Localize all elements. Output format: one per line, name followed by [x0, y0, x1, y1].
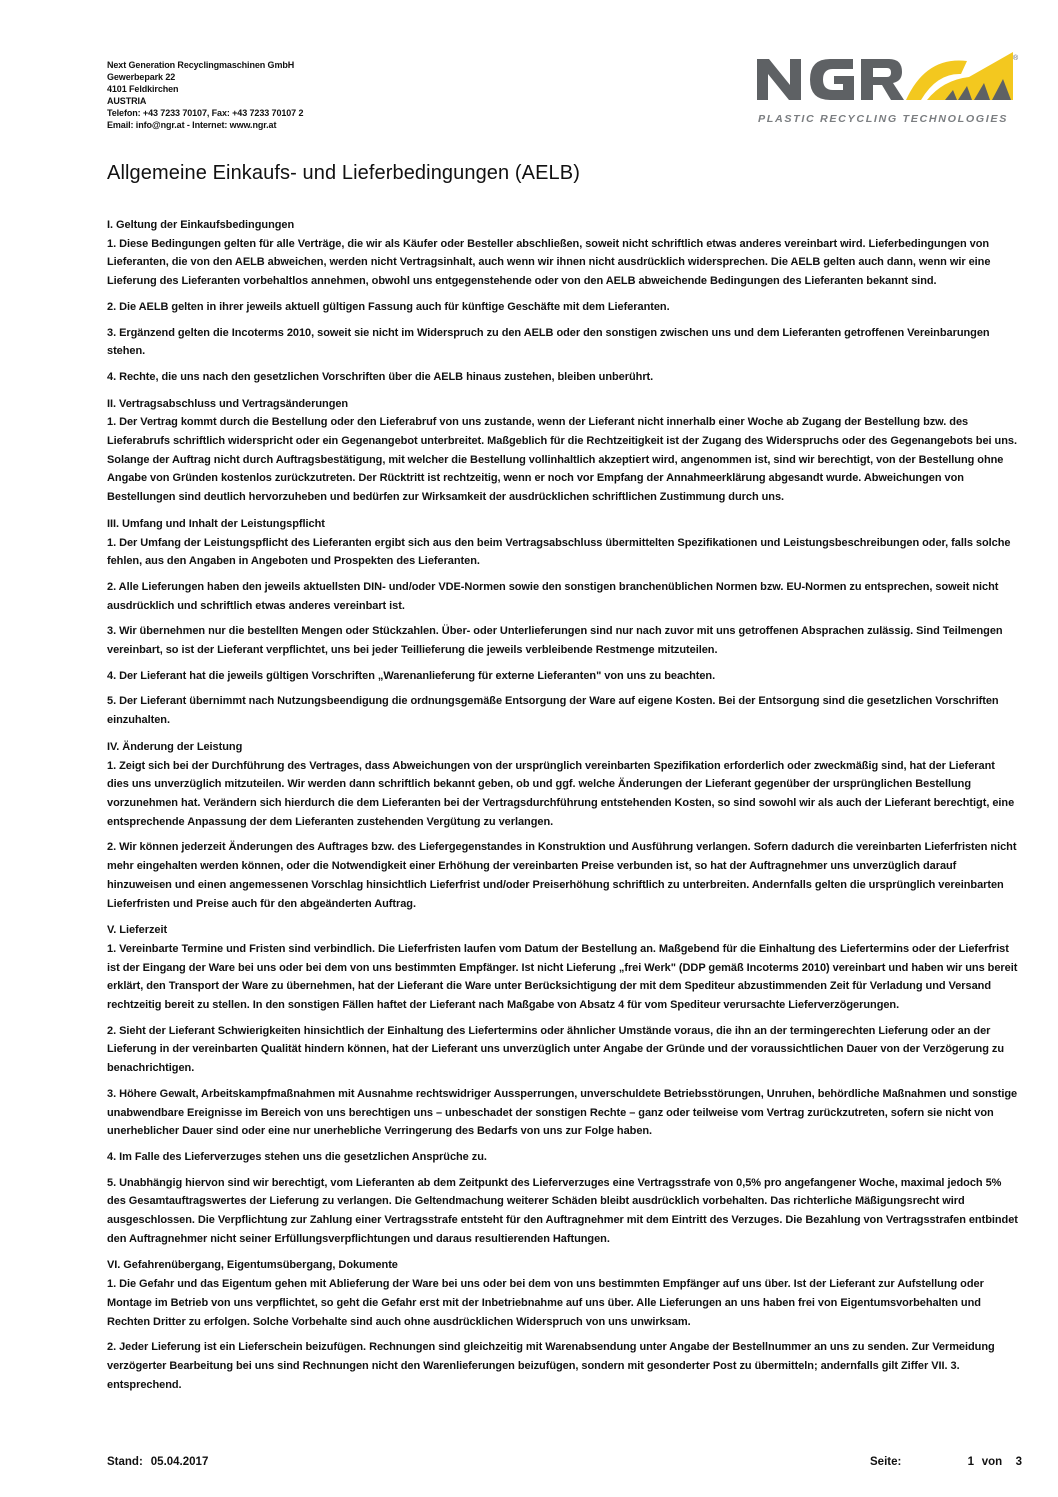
- ngr-logo: [755, 52, 1020, 130]
- ngr-logo-graphic: [755, 52, 1020, 130]
- stand-date: 05.04.2017: [150, 1456, 209, 1468]
- section-paragraph: 5. Unabhängig hiervon sind wir berechtigt, vom Lieferanten ab dem Zeitpunkt des Lieferverzuges eine Vertragsstrafe von 0,5% pro angefangener Woche, maximal jedoch 5% des Gesamtauftragswertes der Lieferung zu verlangen. Die Geltendmachung weiterer Schäden bleibt ausdrücklich vorbehalten. Das richterliche Mäßigungsrecht wird ausgeschlossen. Die Verpflichtung zur Zahlung einer Vertragsstrafe entsteht für den Auftragnehmer mit dem Eintritt des Verzuges. Die Bezahlung von Vertragsstrafen entbindet den Auftragnehmer nicht seiner Erfüllungsverpflichtungen und daraus resultierenden Haftungen.: [107, 1176, 1018, 1245]
- registered-mark: ®: [1013, 55, 1019, 62]
- section-heading: IV. Änderung der Leistung: [107, 740, 243, 753]
- section-paragraph: 4. Der Lieferant hat die jeweils gültigen Vorschriften „Warenanlieferung für externe Lieferanten" von uns zu beachten.: [107, 669, 716, 682]
- terms-section: [107, 395, 1019, 507]
- section-paragraph: 2. Wir können jederzeit Änderungen des Auftrages bzw. des Liefergegenstandes in Konstruktion und Ausführung verlangen. Sofern dadurch die vereinbarten Lieferfristen nicht mehr eingehalten werden können, oder die Notwendigkeit einer Erhöhung der vereinbarten Preise verbunden ist, so hat der Auftragnehmer uns unverzüglich darauf hinzuweisen und einen angemessenen Vorschlag hinsichtlich Lieferfrist und/oder Preiserhöhung schriftlich zu unterbreiten. Andernfalls gelten die ursprünglich vereinbarten Lieferfristen und Preise auch für den abgeänderten Auftrag.: [107, 841, 1017, 910]
- section-paragraph: 1. Diese Bedingungen gelten für alle Verträge, die wir als Käufer oder Besteller abschließen, soweit nicht schriftlich etwas anderes vereinbart wird. Lieferbedingungen von Lieferanten, die von den AELB abweichen, werden nicht Vertragsinhalt, auch wenn wir ihnen nicht ausdrücklich widersprechen. Die AELB gelten auch dann, wenn wir eine Lieferung des Lieferanten vorbehaltlos annehmen, obwohl uns entgegenstehende oder von den AELB abweichende Bedingungen des Lieferanten bekannt sind.: [107, 237, 991, 288]
- section-heading: II. Vertragsabschluss und Vertragsänderungen: [107, 397, 349, 410]
- section-paragraph: 3. Wir übernehmen nur die bestellten Mengen oder Stückzahlen. Über- oder Unterlieferungen sind nur nach zuvor mit uns getroffenen Absprachen zulässig. Sind Teilmengen vereinbart, so ist der Lieferant verpflichtet, uns bei jeder Teillieferung die jeweils verbleibende Restmenge mitzuteilen.: [107, 625, 1003, 657]
- page-total: 3: [1015, 1456, 1022, 1468]
- terms-section: [107, 738, 1019, 913]
- section-heading: I. Geltung der Einkaufsbedingungen: [107, 219, 295, 231]
- company-address: [107, 59, 487, 132]
- address-line: AUSTRIA: [107, 96, 147, 107]
- address-line: Next Generation Recyclingmaschinen GmbH: [107, 60, 295, 70]
- address-line: Telefon: +43 7233 70107, Fax: +43 7233 70107 2: [107, 108, 304, 119]
- logo-letter-g: [810, 59, 854, 100]
- terms-section: [107, 921, 1019, 1248]
- section-paragraph: 1. Die Gefahr und das Eigentum gehen mit Ablieferung der Ware bei uns oder bei dem von uns bestimmten Empfänger auf uns über. Ist der Lieferant zur Aufstellung oder Montage im Betrieb von uns verpflichtet, so geht die Gefahr erst mit der Inbetriebnahme auf uns über. Alle Lieferungen an uns haben frei von Eigentumsvorbehalten und Rechten Dritter zu erfolgen. Solche Vorbehalte sind auch ohne ausdrücklichen Widerspruch von uns unwirksam.: [107, 1278, 984, 1328]
- section-paragraph: 3. Ergänzend gelten die Incoterms 2010, soweit sie nicht im Widerspruch zu den AELB oder den sonstigen zwischen uns und dem Lieferanten getroffenen Vereinbarungen stehen.: [107, 326, 990, 358]
- section-paragraph: 1. Zeigt sich bei der Durchführung des Vertrages, dass Abweichungen von der ursprünglich vereinbarten Spezifikation erforderlich oder zweckmäßig sind, hat der Lieferant dies uns unverzüglich mitzuteilen. Wir werden dann schriftlich bekannt geben, ob und ggf. welche Änderungen der Lieferant gegenüber der ursprünglichen Bestellung vorzunehmen hat. Verändern sich hierdurch die dem Lieferanten bei der Vertragsdurchführung entstehenden Kosten, so sind sowohl wir als auch der Lieferant berechtigt, eine entsprechende Anpassung der dem Lieferanten zustehenden Vergütung zu verlangen.: [107, 759, 1015, 828]
- section-paragraph: 4. Im Falle des Lieferverzuges stehen uns die gesetzlichen Ansprüche zu.: [107, 1150, 487, 1163]
- section-paragraph: 1. Vereinbarte Termine und Fristen sind verbindlich. Die Lieferfristen laufen vom Datum der Bestellung an. Maßgebend für die Einhaltung des Liefertermins oder der Lieferfrist ist der Eingang der Ware bei uns oder bei dem von uns bestimmten Empfänger. Ist nicht Lieferung „frei Werk" (DDP gemäß Incoterms 2010) vereinbart und haben wir uns bereit erklärt, den Transport der Ware zu übernehmen, hat der Lieferant die Ware unter Berücksichtigung der mit dem Spediteur abzustimmenden Zeit für Verladung und Versand rechtzeitig bereit zu stellen. In den sonstigen Fällen haftet der Lieferant nach Maßgabe von Absatz 4 für vom Spediteur verursachte Lieferverzögerungen.: [107, 942, 1018, 1012]
- section-paragraph: 2. Alle Lieferungen haben den jeweils aktuellsten DIN- und/oder VDE-Normen sowie den sonstigen branchenüblichen Normen bzw. EU-Normen zu entsprechen, soweit nicht ausdrücklich und schriftlich etwas anderes vereinbart ist.: [107, 580, 999, 612]
- logo-letter-n: [757, 59, 801, 100]
- logo-accent-mark: [906, 52, 1013, 100]
- section-paragraph: 3. Höhere Gewalt, Arbeitskampfmaßnahmen mit Ausnahme rechtswidriger Aussperrungen, unverschuldete Betriebsstörungen, Unruhen, behördliche Maßnahmen und sonstige unabwendbare Ereignisse im Bereich von uns berechtigen uns – unbeschadet der sonstigen Rechte – ganz oder teilweise vom Vertrag zurückzutreten, sofern sie nicht von unerheblicher Dauer sind oder eine nur unerhebliche Verringerung des Bedarfs von uns zur Folge haben.: [107, 1087, 1018, 1138]
- section-paragraph: 2. Die AELB gelten in ihrer jeweils aktuell gültigen Fassung auch für künftige Geschäfte mit dem Lieferanten.: [107, 300, 670, 313]
- document-title: Allgemeine Einkaufs- und Lieferbedingungen (AELB): [107, 162, 580, 184]
- section-heading: V. Lieferzeit: [107, 924, 168, 937]
- section-paragraph: 5. Der Lieferant übernimmt nach Nutzungsbeendigung die ordnungsgemäße Entsorgung der Ware auf eigene Kosten. Bei der Entsorgung sind die gesetzlichen Vorschriften einzuhalten.: [107, 695, 999, 727]
- document-body: [107, 216, 1019, 1394]
- footer-stand: [107, 1456, 208, 1468]
- section-heading: III. Umfang und Inhalt der Leistungspflicht: [107, 517, 325, 530]
- stand-label: Stand:: [107, 1456, 143, 1468]
- logo-letter-r: [861, 59, 904, 100]
- section-heading: VI. Gefahrenübergang, Eigentumsübergang, Dokumente: [107, 1259, 398, 1272]
- page-number: [870, 1456, 1022, 1468]
- terms-section: [107, 515, 1019, 730]
- page-label: Seite:: [870, 1456, 902, 1468]
- address-line: Gewerbepark 22: [107, 72, 176, 83]
- address-line: 4101 Feldkirchen: [107, 84, 179, 95]
- terms-section: [107, 1256, 1019, 1394]
- section-paragraph: 2. Jeder Lieferung ist ein Lieferschein beizufügen. Rechnungen sind gleichzeitig mit Warenabsendung unter Angabe der Bestellnummer an uns zu senden. Zur Vermeidung verzögerter Bearbeitung bei uns sind Rechnungen nicht den Warenlieferungen beizufügen, sondern mit gesonderter Post zu übermitteln; andernfalls gilt Ziffer VII. 3. entsprechend.: [107, 1341, 995, 1391]
- terms-section: [107, 216, 1019, 387]
- logo-tagline: PLASTIC RECYCLING TECHNOLOGIES: [758, 113, 1008, 125]
- section-paragraph: 1. Der Umfang der Leistungspflicht des Lieferanten ergibt sich aus den beim Vertragsabschluss übermittelten Spezifikationen und Leistungsbeschreibungen oder, falls solche fehlen, aus den Angaben in Angeboten und Prospekten des Lieferanten.: [107, 536, 1011, 568]
- section-paragraph: 1. Der Vertrag kommt durch die Bestellung oder den Lieferabruf von uns zustande, wenn der Lieferant nicht innerhalb einer Woche ab Zugang der Bestellung bzw. des Lieferabrufs schriftlich widerspricht oder ein Gegenangebot unterbreitet. Maßgeblich für die Rechtzeitigkeit ist der Zugang des Widerspruchs oder des Gegenangebots bei uns. Solange der Auftrag nicht durch Auftragsbestätigung, mit welcher die Bestellung vollinhaltlich akzeptiert wird, angenommen ist, sind wir berechtigt, von der Bestellung ohne Angabe von Gründen kostenlos zurückzutreten. Der Rücktritt ist rechtzeitig, wenn er noch vor Empfang der Annahmeerklärung abgesandt wurde. Abweichungen von Bestellungen sind deutlich hervorzuheben und bedürfen zur Wirksamkeit der ausdrücklichen schriftlichen Zustimmung durch uns.: [107, 416, 1017, 504]
- section-paragraph: 4. Rechte, die uns nach den gesetzlichen Vorschriften über die AELB hinaus zustehen, bleiben unberührt.: [107, 370, 654, 383]
- page-current: 1: [967, 1456, 974, 1468]
- section-paragraph: 2. Sieht der Lieferant Schwierigkeiten hinsichtlich der Einhaltung des Liefertermins oder ähnlicher Umstände voraus, die ihn an der termingerechten Lieferung oder an der Lieferung in der vereinbarten Qualität hindern können, hat der Lieferant uns unverzüglich unter Angabe der Gründe und der voraussichtlichen Dauer von der Verzögerung zu benachrichtigen.: [107, 1024, 1005, 1075]
- page-of-label: von: [981, 1456, 1003, 1468]
- address-line: Email: info@ngr.at - Internet: www.ngr.at: [107, 120, 277, 131]
